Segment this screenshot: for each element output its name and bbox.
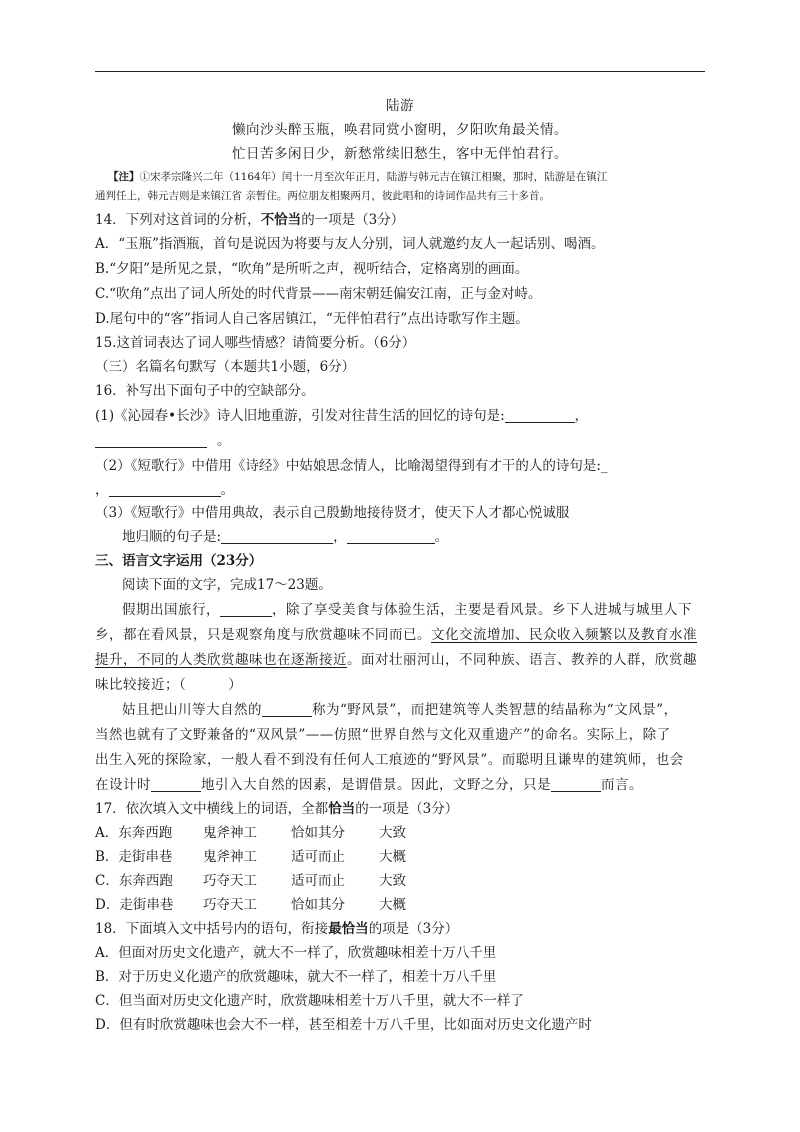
q18-option-c: C．但当面对历史文化遗产时，欣赏趣味相差十万八千里，就大不一样了 xyxy=(95,993,524,1009)
q16-p3-end: 。 xyxy=(434,529,449,545)
q18-stem-bold: 最恰当 xyxy=(328,921,369,937)
q14-option-d: D.尾句中的“客”指词人自己客居镇江，“无伴怕君行”点出诗歌写作主题。 xyxy=(95,311,529,327)
p1-l1-b: ，除了享受美食与体验生活，主要是看风景。乡下人进城与城里人下 xyxy=(272,602,692,618)
p1-l3-b: 。面对壮丽河山，不同种族、语言、教养的人群，欣赏趣 xyxy=(347,652,697,668)
q18-option-a: A．但面对历史文化遗产，就大不一样了，欣赏趣味相差十万八千里 xyxy=(95,945,497,961)
q18-stem xyxy=(95,919,458,939)
section-3-heading: （三）名篇名句默写（本题共1小题，6分） xyxy=(95,359,356,375)
poem-line-1: 懒向沙头醉玉瓶，唤君同赏小窗明，夕阳吹角最关情。 xyxy=(232,122,568,138)
q16-part-3: （3）《短歌行》中借用典故，表示自己殷勤地接待贤才，使天下人才都心悦诚服 xyxy=(95,505,570,521)
passage-p1-l2 xyxy=(95,625,697,645)
q17-option-b: B．走街串巷 鬼斧神工 适可而止 大概 xyxy=(95,849,406,865)
q16-stem: 16．补写出下面句子中的空缺部分。 xyxy=(95,383,315,399)
q17-stem-a: 17．依次填入文中横线上的词语，全都 xyxy=(95,801,329,817)
note-label: 【注】 xyxy=(108,171,140,183)
q16-part-1: (1)《沁园春•长沙》诗人旧地重游，引发对往昔生活的回忆的诗句是: ， xyxy=(95,408,589,424)
part-3-heading: 三、语言文字运用（23分） xyxy=(95,553,263,569)
q17-stem-b: 的一项是（3分） xyxy=(355,801,459,817)
p1-l2-underlined: 文化交流增加、民众收入频繁以及教育水准 xyxy=(431,627,697,643)
q16-p2-end: 。 xyxy=(220,482,234,498)
passage-blank-2[interactable] xyxy=(262,702,312,717)
q14-option-c: C.“吹角”点出了词人所处的时代背景——南宋朝廷偏安江南，正与金对峙。 xyxy=(95,286,542,302)
p2-l4-b: 地引入大自然的因素，是谓借景。因此，文野之分，只是 xyxy=(201,777,551,793)
p1-l3-underlined: 提升，不同的人类欣赏趣味也在逐渐接近 xyxy=(95,652,347,668)
poem-line-2: 忙日苦多闲日少，新愁常续旧愁生，客中无伴怕君行。 xyxy=(232,146,568,162)
q17-stem-bold: 恰当 xyxy=(328,801,356,817)
poem-note-1 xyxy=(108,169,607,185)
q16-part-3-cont xyxy=(122,527,448,547)
passage-p1-l4: 味比较接近；（ ） xyxy=(95,677,243,693)
passage-p1-l1 xyxy=(122,600,692,620)
q15-stem: 15.这首词表达了词人哪些情感？请简要分析。（6分） xyxy=(95,335,416,351)
q18-option-b: B．对于历史义化遗产的欣赏趣味，就大不一样了，相差十万八千里 xyxy=(95,969,497,985)
q18-stem-a: 18．下面填入文中括号内的语句，衔接 xyxy=(95,921,329,937)
q16-p1-text: (1)《沁园春•长沙》诗人旧地重游，引发对往昔生活的回忆的诗句是: xyxy=(95,408,505,424)
p2-l4-a: 在设计时 xyxy=(95,777,151,793)
q14-stem-b: 的一项是（3分） xyxy=(301,212,405,228)
q16-p2-comma: ， xyxy=(95,482,109,498)
top-rule xyxy=(95,71,705,72)
p1-l2-a: 乡，都在看风景，只是观察角度与欣赏趣味不同而已。 xyxy=(95,627,431,643)
q14-option-a: A．“玉瓶”指酒瓶，首句是说因为将要与友人分别，词人就邀约友人一起话别、喝酒。 xyxy=(95,236,605,252)
poem-note-2: 通判任上，韩元吉则是来镇江省 亲暂住。两位朋友相聚两月，彼此唱和的诗词作品共有三十多首。 xyxy=(95,190,550,202)
q17-stem xyxy=(95,799,458,819)
q17-option-c: C．东奔西跑 巧夺天工 适可而止 大致 xyxy=(95,873,406,889)
p1-l1-a: 假期出国旅行， xyxy=(122,602,220,618)
q16-p1-end: 。 xyxy=(217,433,231,449)
q16-p1-blank-1[interactable] xyxy=(505,408,575,423)
passage-p2-l3: 出生入死的探险家，一般人看不到没有任何人工痕迹的“野风景”。而聪明且谦卑的建筑师，也会 xyxy=(95,752,684,768)
passage-blank-4[interactable] xyxy=(551,777,601,792)
q14-stem-bold: 不恰当 xyxy=(260,212,302,228)
q16-p3-blank-1[interactable] xyxy=(221,529,333,544)
q17-option-d: D．走街串巷 巧夺天工 恰如其分 大概 xyxy=(95,897,406,913)
passage-p2-l4 xyxy=(95,775,643,795)
passage-blank-1[interactable] xyxy=(220,602,272,617)
part-3-intro: 阅读下面的文字，完成17～23题。 xyxy=(122,577,332,593)
q18-stem-b: 的项是（3分） xyxy=(368,921,459,937)
passage-p1-l3 xyxy=(95,650,697,670)
p2-l4-c: 而言。 xyxy=(601,777,643,793)
q17-option-a: A．东奔西跑 鬼斧神工 恰如其分 大致 xyxy=(95,825,406,841)
passage-blank-3[interactable] xyxy=(151,777,201,792)
q16-p1-blank-2[interactable] xyxy=(95,433,207,448)
q14-stem xyxy=(95,210,404,230)
q16-p3-comma: ， xyxy=(333,529,347,545)
q18-option-d: D．但有时欣赏趣味也会大不一样，甚至相差十万八千里，比如面对历史文化遗产时 xyxy=(95,1017,592,1033)
q16-part-2: （2）《短歌行》中借用《诗经》中姑娘思念情人，比喻渴望得到有才干的人的诗句是:_ xyxy=(95,458,608,474)
q16-part-2-cont xyxy=(95,480,234,500)
q14-stem-a: 14．下列对这首词的分析， xyxy=(95,212,261,228)
q16-p3-blank-2[interactable] xyxy=(347,529,435,544)
passage-p2-l2: 当然也就有了文野兼备的“双风景”——仿照“世界自然与文化双重遗产”的命名。实际上，除了 xyxy=(95,727,671,743)
q16-p3-text: 地归顺的句子是: xyxy=(122,529,222,545)
p2-l1-a: 姑且把山川等大自然的 xyxy=(122,702,262,718)
q16-p2-blank[interactable] xyxy=(109,482,221,497)
p2-l1-b: 称为“野风景”，而把建筑等人类智慧的结晶称为“文风景”， xyxy=(312,702,678,718)
q14-option-b: B.“夕阳”是所见之景，“吹角”是所听之声，视听结合，定格离别的画面。 xyxy=(95,261,529,277)
note-text-1: ①宋孝宗隆兴二年（1164年）闰十一月至次年正月，陆游与韩元吉在镇江相聚，那时，陆游是在镇江 xyxy=(139,171,608,183)
q16-part-1-cont xyxy=(95,431,231,451)
poem-title: 陆游 xyxy=(386,98,414,114)
passage-p2-l1 xyxy=(122,700,678,720)
